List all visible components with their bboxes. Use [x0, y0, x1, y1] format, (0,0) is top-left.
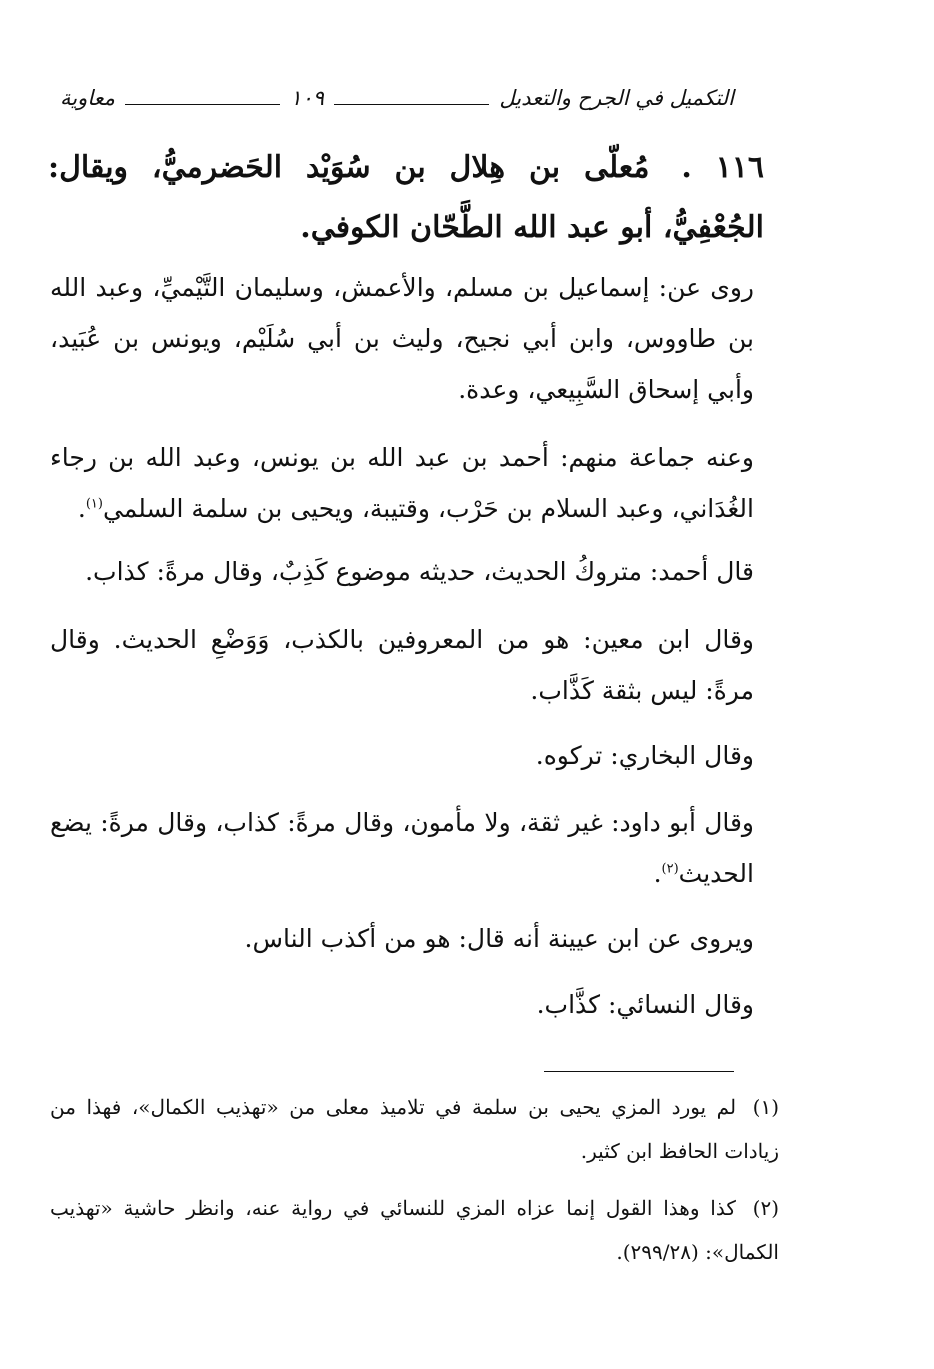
paragraph-students [50, 432, 754, 534]
paragraph-abu-dawud [50, 797, 754, 899]
header-rule-left [334, 92, 489, 105]
entry-heading [48, 138, 764, 258]
paragraph-ibn-maeen: وقال ابن معين: هو من المعروفين بالكذب، وَوَضْعِ الحديث. وقال مرةً: ليس بثقة كَذَّاب. [50, 625, 754, 705]
paragraph-abu-dawud-text: وقال أبو داود: غير ثقة، ولا مأمون، وقال مرةً: كذاب، وقال مرةً: يضع الحديث [50, 808, 754, 888]
footnote-1-number: (١) [752, 1095, 779, 1119]
paragraph-ahmad: قال أحمد: متروكُ الحديث، حديثه موضوع كَذِبٌ، وقال مرةً: كذاب. [85, 557, 754, 586]
header-section: معاوية [59, 86, 116, 110]
footnote-marker-1: (١) [85, 496, 103, 512]
entry-title: مُعلّى بن هِلال بن سُوَيْد الحَضرميُّ، ويقال: الجُعْفِيُّ، أبو عبد الله الطَّحّان الكوفي. [48, 150, 764, 245]
paragraph-nasai: وقال النسائي: كذَّاب. [536, 990, 754, 1019]
footnote-2-text: كذا وهذا القول إنما عزاه المزي للنسائي في رواية عنه، وانظر حاشية «تهذيب الكمال»: (٢٩٩/٢٨). [50, 1196, 779, 1264]
footnote-2-number: (٢) [752, 1196, 779, 1220]
entry-number: ١١٦ . [681, 150, 764, 185]
paragraph-narrated-from: روى عن: إسماعيل بن مسلم، والأعمش، وسليمان التَّيْميِّ، وعبد الله بن طاووس، وابن أبي نجيح، وليث بن أبي سُلَيْم، ويونس بن عُبَيد، وأبي إسحاق السَّبِيعي، وعدة. [50, 273, 754, 404]
footnote-2 [50, 1186, 779, 1274]
footnote-1 [50, 1085, 779, 1173]
footnote-separator [544, 1071, 734, 1072]
paragraph-abu-dawud-end: . [653, 859, 662, 888]
footnote-1-text: لم يورد المزي يحيى بن سلمة في تلاميذ معلى من «تهذيب الكمال»، فهذا من زيادات الحافظ ابن كثير. [50, 1095, 779, 1163]
header-page-number: ١٠٩ [290, 86, 325, 110]
paragraph-students-end: . [77, 494, 86, 523]
paragraph-ibn-uyaynah: ويروى عن ابن عيينة أنه قال: هو من أكذب الناس. [244, 924, 754, 953]
header-rule-right [125, 92, 280, 105]
footnote-marker-2: (٢) [661, 861, 679, 877]
header-book-title: التكميل في الجرح والتعديل [499, 86, 734, 110]
paragraph-students-text: وعنه جماعة منهم: أحمد بن عبد الله بن يونس، وعبد الله بن رجاء الغُدَاني، وعبد السلام بن حَرْب، وقتيبة، ويحيى بن سلمة السلمي [50, 443, 754, 523]
running-header [60, 78, 734, 118]
paragraph-bukhari: وقال البخاري: تركوه. [535, 741, 754, 770]
